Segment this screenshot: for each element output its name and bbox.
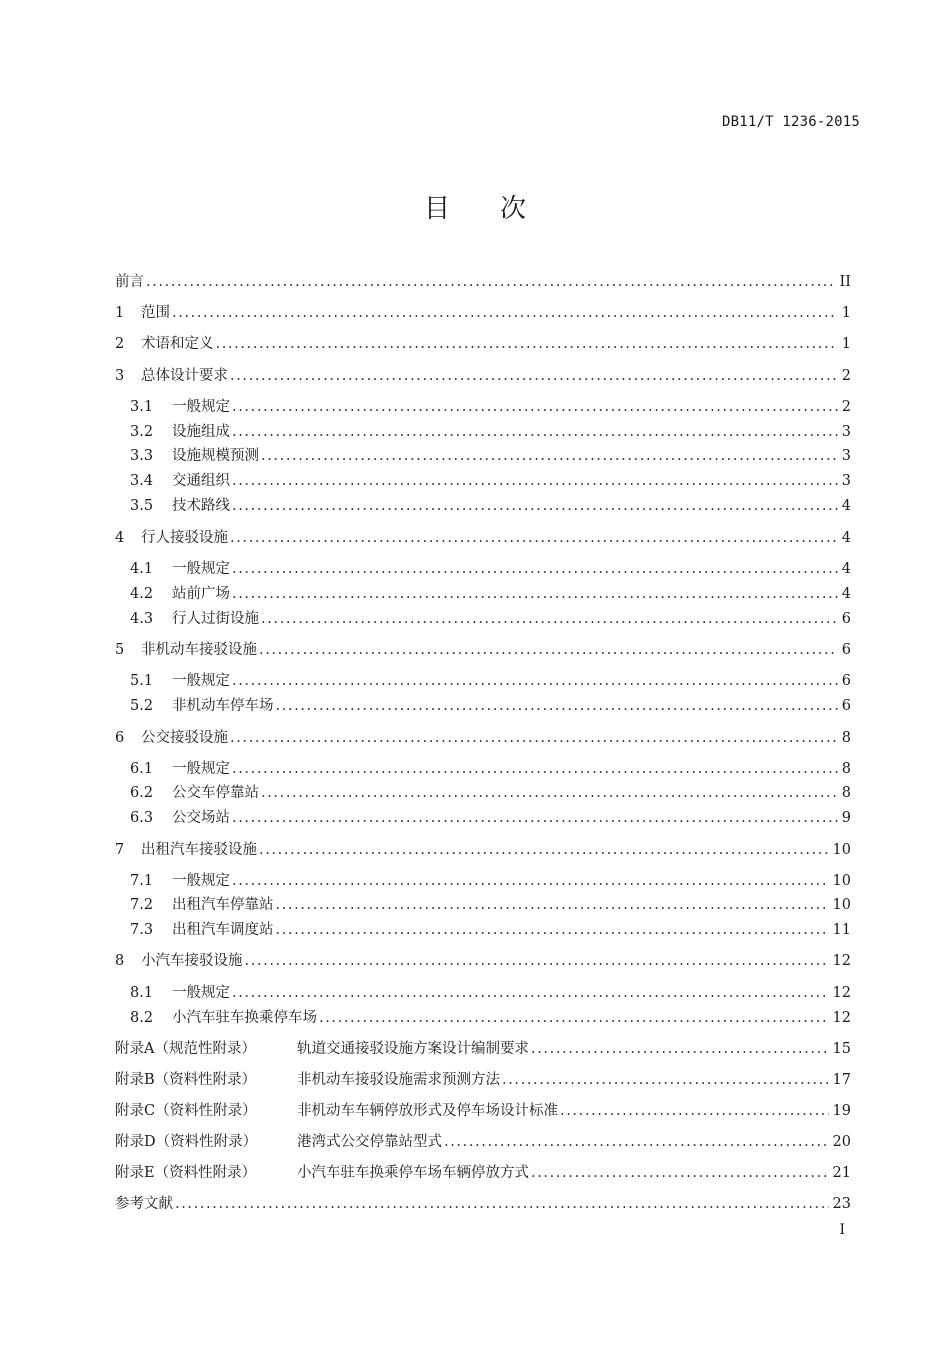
toc-entry-number: 3 — [115, 368, 125, 384]
toc-entry — [115, 332, 851, 354]
toc-entry-number: 5.2 — [130, 698, 154, 714]
toc-entry-number: 4.1 — [130, 561, 154, 577]
toc-entry-page: 4 — [841, 498, 851, 514]
toc-entry-page: 6 — [841, 611, 851, 627]
toc-leader-dots — [259, 642, 838, 658]
toc-entry — [130, 781, 851, 803]
toc-entry-number: 7.1 — [130, 873, 154, 889]
toc-entry-label: 站前广场 — [172, 586, 230, 602]
toc-leader-dots — [232, 561, 838, 577]
toc-entry-label: 出租汽车接驳设施 — [141, 842, 257, 858]
toc-entry-label: 一般规定 — [172, 873, 230, 889]
toc-leader-dots — [245, 953, 829, 969]
toc-leader-dots — [232, 810, 838, 826]
toc-entry-number: 4.3 — [130, 611, 154, 627]
toc-entry-page: 12 — [832, 985, 851, 1001]
toc-entry-number: 4.2 — [130, 586, 154, 602]
toc-leader-dots — [560, 1103, 829, 1119]
toc-entry — [115, 526, 851, 548]
toc-entry-label: 港湾式公交停靠站型式 — [297, 1134, 442, 1150]
toc-entry — [130, 607, 851, 629]
toc-entry-number: 附录C（资料性附录） — [115, 1103, 257, 1119]
toc-entry-label: 交通组织 — [172, 473, 230, 489]
toc-entry-number: 5 — [115, 642, 125, 658]
toc-leader-dots — [232, 673, 838, 689]
toc-entry-label: 公交车停靠站 — [172, 785, 259, 801]
toc-entry — [115, 270, 851, 292]
toc-entry-number: 5.1 — [130, 673, 154, 689]
toc-entry-number: 6 — [115, 730, 125, 746]
toc-entry-page: 2 — [841, 368, 851, 384]
toc-entry-page: 20 — [832, 1134, 851, 1150]
toc-entry — [130, 557, 851, 579]
toc-entry-page: 10 — [832, 897, 851, 913]
toc-entry — [130, 893, 851, 915]
toc-entry-page: 4 — [841, 586, 851, 602]
toc-entry-page: II — [839, 274, 851, 290]
toc-leader-dots — [319, 1010, 829, 1026]
toc-entry-number: 8 — [115, 953, 125, 969]
toc-entry — [115, 1192, 851, 1214]
toc-entry-number: 3.3 — [130, 448, 154, 464]
toc-entry — [130, 869, 851, 891]
toc-entry-label: 非机动车接驳设施需求预测方法 — [297, 1072, 500, 1088]
toc-entry-page: 8 — [841, 730, 851, 746]
toc-entry-page: 11 — [832, 922, 851, 938]
toc-entry-page: 12 — [832, 1010, 851, 1026]
toc-entry-page: 1 — [841, 336, 851, 352]
toc-leader-dots — [232, 498, 838, 514]
toc-entry-label: 一般规定 — [172, 399, 230, 415]
toc-entry — [130, 757, 851, 779]
toc-entry-label: 出租汽车停靠站 — [172, 897, 274, 913]
page-number: I — [839, 1222, 845, 1238]
toc-leader-dots — [232, 761, 838, 777]
toc-entry-page: 8 — [841, 785, 851, 801]
toc-entry-label: 总体设计要求 — [141, 368, 228, 384]
toc-entry-number: 3.1 — [130, 399, 154, 415]
toc-entry-number: 4 — [115, 530, 125, 546]
toc-entry-page: 6 — [841, 673, 851, 689]
toc-leader-dots — [276, 698, 838, 714]
toc-leader-dots — [230, 368, 838, 384]
toc-leader-dots — [230, 730, 838, 746]
toc-entry-page: 23 — [832, 1196, 851, 1212]
toc-entry-label: 非机动车接驳设施 — [141, 642, 257, 658]
toc-entry — [115, 1037, 851, 1059]
toc-entry — [130, 918, 851, 940]
toc-entry-number: 7 — [115, 842, 125, 858]
toc-entry-label: 出租汽车调度站 — [172, 922, 274, 938]
toc-entry-label: 一般规定 — [172, 673, 230, 689]
toc-entry — [130, 981, 851, 1003]
toc-entry-page: 9 — [841, 810, 851, 826]
toc-entry — [130, 469, 851, 491]
toc-entry-number: 3.4 — [130, 473, 154, 489]
toc-leader-dots — [531, 1165, 829, 1181]
toc-entry-page: 21 — [832, 1165, 851, 1181]
toc-entry-label: 范围 — [141, 305, 170, 321]
toc-entry-page: 1 — [841, 305, 851, 321]
toc-entry-label: 小汽车接驳设施 — [141, 953, 243, 969]
toc-entry-number: 3.2 — [130, 424, 154, 440]
toc-entry-page: 3 — [841, 473, 851, 489]
toc-leader-dots — [172, 305, 838, 321]
page-title — [0, 188, 950, 225]
toc-entry-number: 附录A（规范性附录） — [115, 1041, 256, 1057]
toc-leader-dots — [276, 897, 829, 913]
toc-entry-label: 非机动车停车场 — [172, 698, 274, 714]
toc-leader-dots — [232, 399, 838, 415]
toc-entry-number: 7.2 — [130, 897, 154, 913]
toc-entry — [130, 694, 851, 716]
toc-entry-label: 非机动车车辆停放形式及停车场设计标准 — [297, 1103, 558, 1119]
toc-leader-dots — [502, 1072, 829, 1088]
toc-entry — [115, 838, 851, 860]
toc-entry-number: 6.3 — [130, 810, 154, 826]
toc-entry-page: 4 — [841, 561, 851, 577]
toc-entry-page: 6 — [841, 642, 851, 658]
toc-leader-dots — [216, 336, 838, 352]
toc-leader-dots — [444, 1134, 829, 1150]
title-char-1: 目 — [423, 194, 450, 224]
toc-entry-label: 轨道交通接驳设施方案设计编制要求 — [297, 1041, 529, 1057]
toc-entry-page: 17 — [832, 1072, 851, 1088]
toc-entry — [130, 395, 851, 417]
toc-entry — [115, 301, 851, 323]
toc-entry — [130, 806, 851, 828]
toc-entry-number: 6.2 — [130, 785, 154, 801]
toc-entry-label: 技术路线 — [172, 498, 230, 514]
toc-entry-number: 8.1 — [130, 985, 154, 1001]
toc-entry-page: 12 — [832, 953, 851, 969]
toc-entry-label: 小汽车驻车换乘停车场 — [172, 1010, 317, 1026]
toc-leader-dots — [232, 873, 829, 889]
toc-entry-page: 10 — [832, 842, 851, 858]
toc-entry-number: 8.2 — [130, 1010, 154, 1026]
toc-entry-label: 术语和定义 — [141, 336, 214, 352]
toc-leader-dots — [261, 611, 838, 627]
toc-leader-dots — [146, 274, 836, 290]
toc-entry — [130, 494, 851, 516]
toc-entry-label: 行人过街设施 — [172, 611, 259, 627]
toc-entry-label: 一般规定 — [172, 985, 230, 1001]
toc-entry — [115, 638, 851, 660]
toc-entry-number: 6.1 — [130, 761, 154, 777]
toc-entry-label: 公交接驳设施 — [141, 730, 228, 746]
toc-leader-dots — [232, 424, 838, 440]
toc-entry-label: 设施组成 — [172, 424, 230, 440]
toc-leader-dots — [232, 586, 838, 602]
toc-entry-page: 4 — [841, 530, 851, 546]
toc-entry-label: 小汽车驻车换乘停车场车辆停放方式 — [297, 1165, 529, 1181]
toc-entry-number: 附录D（资料性附录） — [115, 1134, 258, 1150]
toc-entry — [115, 364, 851, 386]
toc-entry-label: 行人接驳设施 — [141, 530, 228, 546]
toc-entry — [130, 420, 851, 442]
toc-entry — [115, 1130, 851, 1152]
toc-entry-number: 1 — [115, 305, 125, 321]
title-char-2: 次 — [500, 194, 527, 224]
toc-leader-dots — [232, 985, 829, 1001]
toc-entry-page: 10 — [832, 873, 851, 889]
toc-entry-number: 7.3 — [130, 922, 154, 938]
toc-entry — [130, 1006, 851, 1028]
toc-entry-number: 附录B（资料性附录） — [115, 1072, 257, 1088]
toc-leader-dots — [230, 530, 838, 546]
toc-leader-dots — [261, 448, 838, 464]
toc-entry-page: 3 — [841, 448, 851, 464]
toc-entry-number: 2 — [115, 336, 125, 352]
toc-entry-label: 参考文献 — [115, 1196, 173, 1212]
toc-entry — [115, 726, 851, 748]
toc-entry — [115, 949, 851, 971]
toc-entry — [115, 1099, 851, 1121]
toc-entry — [115, 1161, 851, 1183]
toc-leader-dots — [276, 922, 829, 938]
toc-entry — [115, 1068, 851, 1090]
toc-leader-dots — [259, 842, 829, 858]
toc-entry-number: 附录E（资料性附录） — [115, 1165, 257, 1181]
toc-entry-label: 前言 — [115, 274, 144, 290]
toc-entry-label: 一般规定 — [172, 761, 230, 777]
toc-leader-dots — [175, 1196, 829, 1212]
toc-entry — [130, 444, 851, 466]
toc-leader-dots — [232, 473, 838, 489]
toc-entry-label: 公交场站 — [172, 810, 230, 826]
toc-entry-number: 3.5 — [130, 498, 154, 514]
toc-entry-page: 8 — [841, 761, 851, 777]
toc-entry-page: 2 — [841, 399, 851, 415]
toc-entry-page: 15 — [832, 1041, 851, 1057]
toc-entry-page: 19 — [832, 1103, 851, 1119]
toc-entry — [130, 669, 851, 691]
document-code: DB11/T 1236-2015 — [721, 114, 860, 130]
toc-leader-dots — [531, 1041, 829, 1057]
toc-entry-page: 6 — [841, 698, 851, 714]
toc-entry-label: 设施规模预测 — [172, 448, 259, 464]
toc-entry-label: 一般规定 — [172, 561, 230, 577]
toc-entry — [130, 582, 851, 604]
toc-entry-page: 3 — [841, 424, 851, 440]
toc-leader-dots — [261, 785, 838, 801]
